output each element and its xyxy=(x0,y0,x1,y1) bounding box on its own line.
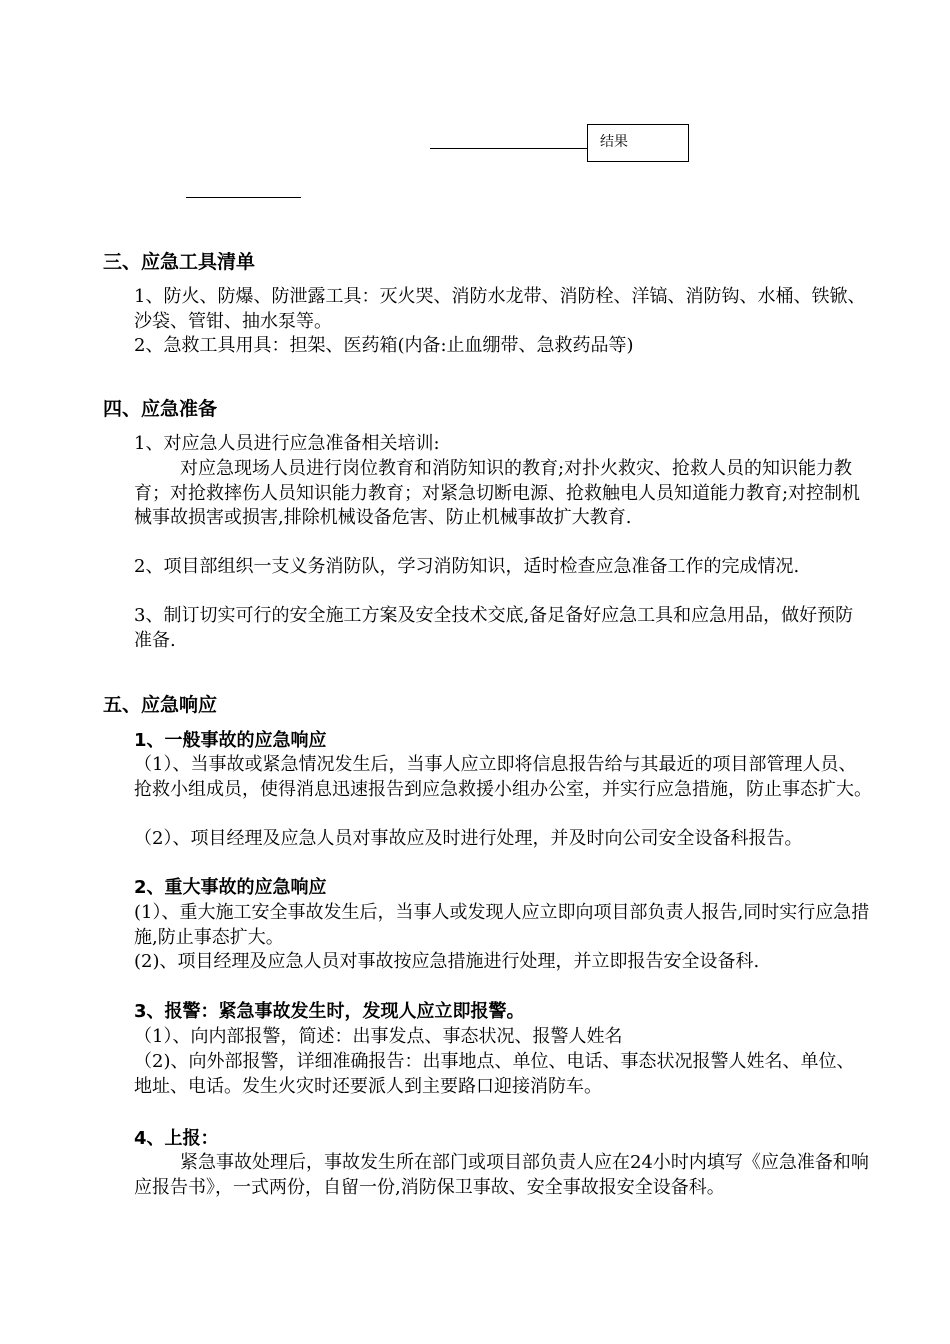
result-box-label: 结果 xyxy=(600,134,628,150)
sub-2-title: 2、重大事故的应急响应 xyxy=(134,877,327,898)
sub-4-paragraph-1: 紧急事故处理后，事故发生所在部门或项目部负责人应在24小时内填写《应急准备和响应报告书》，一式两份，自留一份,消防保卫事故、安全事故报安全设备科。 xyxy=(134,1152,869,1198)
result-box xyxy=(587,124,689,162)
section-4-heading: 四、应急准备 xyxy=(103,398,218,420)
sub-3-paragraph-1: （1）、向内部报警，简述：出事发点、事态状况、报警人姓名 xyxy=(134,1026,623,1047)
section-4-item-1-detail: 对应急现场人员进行岗位教育和消防知识的教育;对扑火救灾、抢救人员的知识能力教育；对抢救摔伤人员知识能力教育；对紧急切断电源、抢救触电人员知道能力教育;对控制机械事故损害或损害,排除机械设备危害、防止机械事故扩大教育. xyxy=(134,458,861,528)
section-4-item-3: 3、制订切实可行的安全施工方案及安全技术交底,备足备好应急工具和应急用品，做好预防准备. xyxy=(134,605,854,651)
sub-2-paragraph-2: (2)、项目经理及应急人员对事故按应急措施进行处理，并立即报告安全设备科. xyxy=(134,951,760,972)
section-3-item-2: 2、急救工具用具：担架、医药箱(内备:止血绷带、急救药品等) xyxy=(134,335,634,356)
sub-4-title: 4、上报： xyxy=(134,1128,219,1149)
sub-1-paragraph-1: （1）、当事故或紧急情况发生后，当事人应立即将信息报告给与其最近的项目部管理人员、抢救小组成员，使得消息迅速报告到应急救援小组办公室，并实行应急措施，防止事态扩大。 xyxy=(134,754,872,800)
section-3-heading: 三、应急工具清单 xyxy=(103,251,256,273)
sub-2-paragraph-1: (1）、重大施工安全事故发生后，当事人或发现人应立即向项目部负责人报告,同时实行应急措施,防止事态扩大。 xyxy=(134,902,870,948)
sub-3-title: 3、报警：紧急事故发生时，发现人应立即报警。 xyxy=(134,1001,525,1022)
connector-line xyxy=(430,148,588,149)
sub-1-title: 1、一般事故的应急响应 xyxy=(134,730,327,751)
section-3-item-1: 1、防火、防爆、防泄露工具：灭火哭、消防水龙带、消防栓、洋镐、消防钩、水桶、铁锨、沙袋、管钳、抽水泵等。 xyxy=(134,286,866,332)
section-4-item-2: 2、项目部组织一支义务消防队，学习消防知识，适时检查应急准备工作的完成情况. xyxy=(134,556,800,577)
section-5-heading: 五、应急响应 xyxy=(103,694,218,716)
sub-3-paragraph-2: （2)、向外部报警，详细准确报告：出事地点、单位、电话、事态状况报警人姓名、单位、地址、电话。发生火灾时还要派人到主要路口迎接消防车。 xyxy=(134,1051,855,1097)
underline-short xyxy=(186,197,301,198)
sub-1-paragraph-2: （2）、项目经理及应急人员对事故应及时进行处理，并及时向公司安全设备科报告。 xyxy=(134,828,803,849)
section-4-item-1: 1、对应急人员进行应急准备相关培训: xyxy=(134,433,440,454)
